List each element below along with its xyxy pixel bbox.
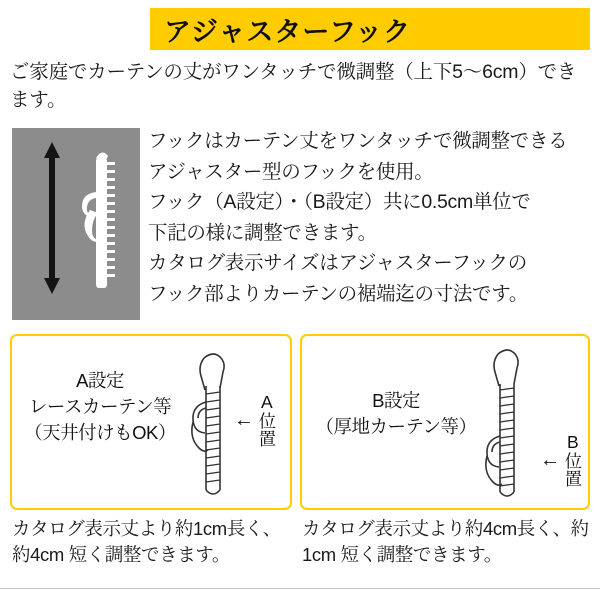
panel-a-label [18, 368, 182, 446]
hook-photo-graphic [12, 128, 140, 320]
panel-setting-a [10, 334, 292, 510]
panel-a-caption: カタログ表示丈より約1cm長く、約4cm 短く調整できます。 [12, 518, 281, 566]
body-line-6: フック部よりカーテンの裾端迄の寸法です。 [148, 283, 529, 306]
panel-b-position-label: B位置 [562, 432, 583, 487]
panel-b-label-line-2: （厚地カーテン等） [315, 415, 477, 437]
page-title: アジャスターフック [164, 16, 412, 47]
panel-b-caption: カタログ表示丈より約4cm長く、約1cm 短く調整できます。 [302, 518, 589, 566]
body-line-3: フック（A設定）・（B設定）共に0.5cm単位で [148, 191, 531, 214]
adjuster-hook-photo [12, 128, 140, 320]
panel-b-label-line-1: B設定 [372, 390, 420, 411]
body-line-4: 下記の様に調整できます。 [148, 221, 377, 244]
panel-a-label-line-1: A設定 [76, 370, 124, 391]
left-arrow-icon: ← [540, 448, 560, 471]
panel-b-label [310, 388, 482, 440]
panel-a-hook-diagram [180, 346, 240, 507]
body-line-2: アジャスター型のフックを使用。 [148, 160, 434, 183]
bottom-divider [0, 588, 600, 589]
panel-a-position-marker [234, 392, 276, 447]
lead-paragraph: ご家庭でカーテンの丈がワンタッチで微調整（上下5〜6cm）できます。 [10, 61, 577, 112]
body-line-5: カタログ表示サイズはアジャスターフックの [148, 252, 527, 275]
panel-setting-b [300, 334, 590, 510]
body-line-1: フックはカーテン丈をワンタッチで微調整できる [148, 130, 568, 152]
panel-a-label-line-3: （天井付けもOK） [24, 421, 176, 443]
panel-a-position-label: A位置 [256, 392, 277, 447]
panel-a-label-line-2: レースカーテン等 [28, 395, 172, 417]
panel-b-hook-diagram [474, 344, 534, 509]
left-arrow-icon: ← [234, 408, 254, 431]
body-text-block [148, 126, 594, 310]
panel-b-position-marker [540, 432, 582, 487]
page-title-banner [150, 8, 590, 50]
